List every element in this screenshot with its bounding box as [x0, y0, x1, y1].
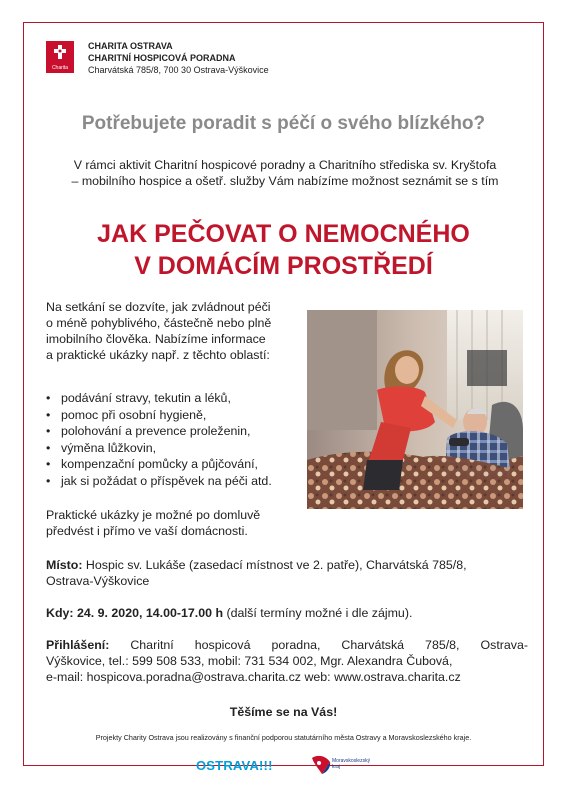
ostrava-logo-marks: !!! [259, 758, 273, 773]
paragraph-line: imobilního člověka. Nabízíme informace [46, 332, 266, 346]
moravskoslezsky-kraj-logo [310, 754, 370, 780]
kraj-emblem-icon [310, 754, 332, 776]
greeting: Těšíme se na Vás! [229, 705, 338, 719]
charita-logo [46, 41, 74, 73]
ostrava-logo [196, 758, 273, 773]
kraj-line: Moravskoslezský [332, 758, 371, 764]
org-address: Charvátská 785/8, 700 30 Ostrava-Výškovice [88, 65, 269, 75]
registration-info [46, 637, 528, 685]
charita-cross-icon [54, 45, 66, 59]
intro-line: – mobilního hospice a ošetř. služby Vám nabízíme možnost seznámit se s tím [71, 174, 499, 188]
paragraph-line: o méně pohyblivého, částečně nebo plně [46, 316, 272, 330]
place-line2: Ostrava-Výškovice [46, 574, 150, 588]
kraj-logo-text [332, 758, 370, 770]
registration-line3: e-mail: hospicova.poradna@ostrava.charita.cz web: www.ostrava.charita.cz [46, 670, 461, 684]
funding-note: Projekty Charity Ostrava jsou realizovány s finanční podporou statutárního města Ostravy a Moravskoslezského kraje. [95, 733, 472, 742]
date-note: (další termíny možné i dle zájmu). [223, 606, 413, 620]
description-paragraph [46, 299, 298, 363]
practical-line: Praktické ukázky je možné po domluvě [46, 508, 261, 522]
list-item: • kompenzační pomůcky a půjčování, [44, 456, 314, 473]
org-name: CHARITA OSTRAVA [88, 41, 173, 51]
list-item: • jak si požádat o příspěvek na péči atd. [44, 473, 314, 490]
question-heading: Potřebujete poradit s péčí o svého blízkého? [81, 113, 486, 134]
list-item: • pomoc při osobní hygieně, [44, 407, 314, 424]
registration-label: Přihlášení: [46, 638, 110, 652]
organization-header [88, 40, 269, 76]
main-headline [23, 218, 544, 282]
registration-line2: Výškovice, tel.: 599 508 533, mobil: 731 534 002, Mgr. Alexandra Čubová, [46, 654, 453, 668]
date-info [46, 605, 526, 621]
place-label: Místo: [46, 558, 83, 572]
intro-line: V rámci aktivit Charitní hospicové poradny a Charitního střediska sv. Kryštofa [73, 158, 497, 172]
practical-note [46, 507, 296, 539]
topics-list [44, 390, 314, 490]
headline-line: JAK PEČOVAT O NEMOCNÉHO [97, 220, 470, 248]
kraj-line: kraj [332, 764, 341, 770]
intro-text [40, 157, 530, 189]
paragraph-line: Na setkání se dozvíte, jak zvládnout péči [46, 300, 271, 314]
caregiver-photo [307, 310, 523, 509]
registration-line1: Charitní hospicová poradna, Charvátská 785/8, Ostrava- [109, 638, 528, 652]
org-department: CHARITNÍ HOSPICOVÁ PORADNA [88, 53, 236, 63]
ostrava-logo-text: OSTRAVA [196, 758, 260, 773]
place-text: Hospic sv. Lukáše (zasedací místnost ve 2. patře), Charvátská 785/8, [82, 558, 467, 572]
list-item: • polohování a prevence proleženin, [44, 423, 314, 440]
logo-label: Charita [51, 65, 69, 71]
headline-line: V DOMÁCÍM PROSTŘEDÍ [134, 252, 433, 280]
place-info [46, 557, 526, 589]
caregiver-photo-illustration [307, 310, 523, 509]
list-item: • výměna lůžkovin, [44, 440, 314, 457]
date-label: Kdy: 24. 9. 2020, 14.00-17.00 h [46, 606, 224, 620]
practical-line: předvést i přímo ve vaší domácnosti. [46, 524, 248, 538]
paragraph-line: a praktické ukázky např. z těchto oblastí: [46, 348, 270, 362]
list-item: • podávání stravy, tekutin a léků, [44, 390, 314, 407]
